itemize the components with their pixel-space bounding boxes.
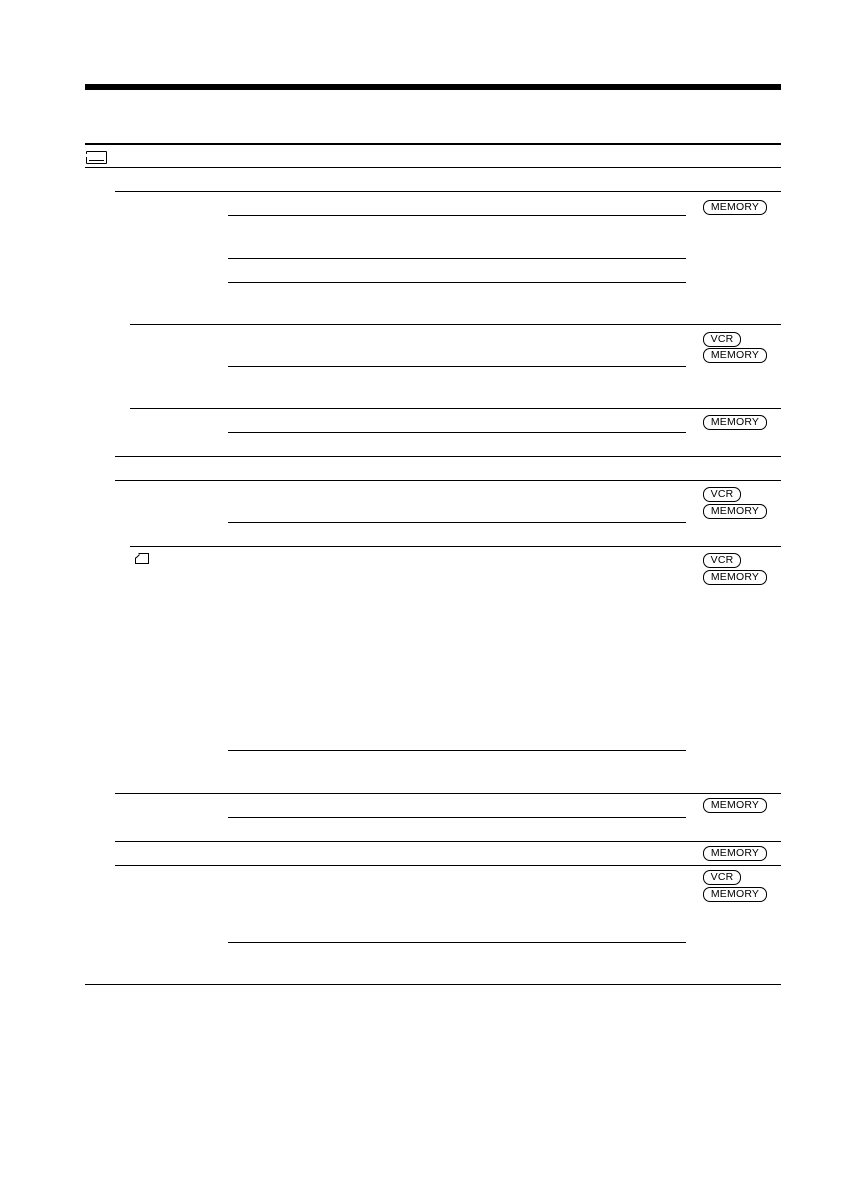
memory-mode-badge: MEMORY bbox=[703, 798, 767, 813]
memory-mode-badge: MEMORY bbox=[703, 200, 767, 215]
memory-mode-badge: MEMORY bbox=[703, 415, 767, 430]
memory-mode-badge: MEMORY bbox=[703, 348, 767, 363]
memory-mode-badge: MEMORY bbox=[703, 846, 767, 861]
row-divider bbox=[115, 793, 781, 794]
memory-mode-badge: MEMORY bbox=[703, 504, 767, 519]
page-header-bar bbox=[85, 84, 781, 90]
row-divider bbox=[130, 546, 781, 547]
sub-row-divider bbox=[228, 215, 686, 216]
row-divider bbox=[115, 865, 781, 866]
sub-row-divider bbox=[228, 750, 686, 751]
sub-row-divider bbox=[228, 522, 686, 523]
sub-row-divider bbox=[228, 817, 686, 818]
memory-mode-badge: MEMORY bbox=[703, 570, 767, 585]
sub-row-divider bbox=[228, 282, 686, 283]
vcr-mode-badge: VCR bbox=[703, 332, 741, 347]
row-divider bbox=[115, 456, 781, 457]
table-top-rule bbox=[85, 143, 781, 145]
row-divider bbox=[130, 324, 781, 325]
table-bottom-rule bbox=[85, 984, 781, 985]
row-divider bbox=[115, 841, 781, 842]
sub-row-divider bbox=[228, 942, 686, 943]
vcr-mode-badge: VCR bbox=[703, 487, 741, 502]
sub-row-divider bbox=[228, 366, 686, 367]
sub-row-divider bbox=[228, 258, 686, 259]
row-divider bbox=[115, 191, 781, 192]
row-divider bbox=[115, 480, 781, 481]
memory-card-icon bbox=[135, 553, 149, 564]
row-divider bbox=[130, 408, 781, 409]
memory-mode-badge: MEMORY bbox=[703, 887, 767, 902]
cassette-menu-icon bbox=[86, 151, 107, 164]
vcr-mode-badge: VCR bbox=[703, 870, 741, 885]
section-divider bbox=[85, 167, 781, 168]
vcr-mode-badge: VCR bbox=[703, 553, 741, 568]
sub-row-divider bbox=[228, 432, 686, 433]
